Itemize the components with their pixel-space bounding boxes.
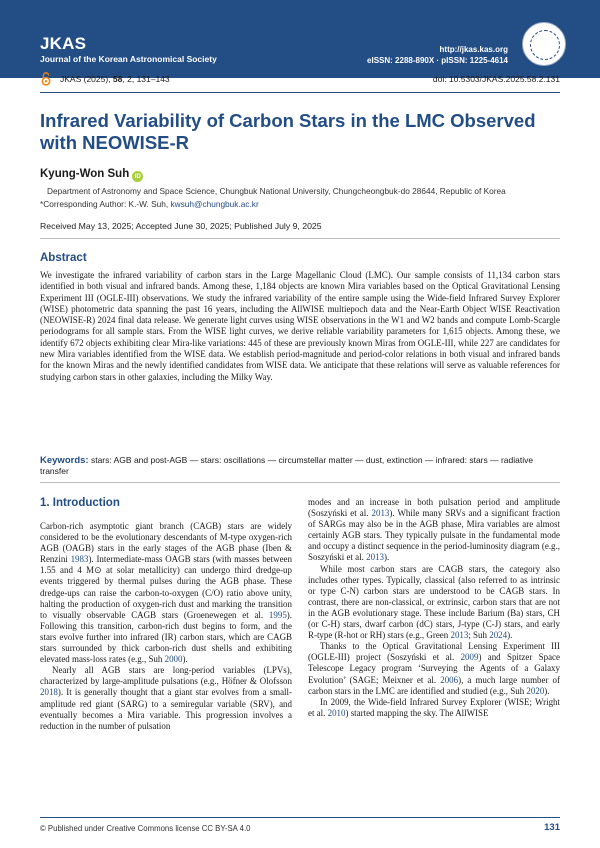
corresponding-author [40,199,259,209]
citation-link[interactable]: 2006 [440,674,459,685]
citation-prefix: JKAS (2025), [60,74,113,84]
divider [40,92,560,93]
keywords-text: stars: AGB and post-AGB — stars: oscillations — circumstellar matter — dust, extinction — infrared: stars — radiative transfer [40,455,534,476]
keywords [40,455,560,477]
citation-link[interactable]: 2000 [164,654,183,665]
column-left [40,521,292,732]
paper-title: Infrared Variability of Carbon Stars in the LMC Observed with NEOWISE-R [40,110,536,153]
page-number: 131 [544,822,560,833]
section-heading-introduction: 1. Introduction [40,497,120,509]
author-name: Kyung-Won Suh [40,168,130,180]
journal-issn: eISSN: 2288-890X · pISSN: 1225-4614 [367,56,508,65]
citation-link[interactable]: 2020 [526,685,545,696]
corresponding-email-link[interactable]: kwsuh@chungbuk.ac.kr [170,199,259,209]
paragraph: Thanks to the Optical Gravitational Lensing Experiment III (OGLE-III) project (Soszyński et al. 2009) and Spitzer Space Telescope Legacy program ‘Surveying the Agents of a Galaxy Evolution’ (SAGE; Meixner et al. 2006), a much large number of carbon stars in the LMC are identified and studied (e.g., Suh 2020). [308,641,561,696]
journal-full-name: Journal of the Korean Astronomical Society [40,54,217,64]
divider [40,817,560,818]
corresponding-label: *Corresponding Author: K.-W. Suh, [40,199,171,209]
society-seal-icon [522,22,566,66]
citation-link[interactable]: 2013 [450,630,469,641]
affiliation: Department of Astronomy and Space Science, Chungbuk National University, Chungcheongbuk-do 28644, Republic of Korea [47,186,506,196]
author [40,168,143,182]
abstract-heading: Abstract [40,252,87,264]
citation-link[interactable]: 2010 [327,707,346,718]
journal-header [0,0,600,78]
paragraph: modes and an increase in both pulsation period and amplitude (Soszyński et al. 2013). While many SRVs and a significant fraction of SARGs may also be in the AGB phase, Mira variables are almost certainly AGB stars. They typically pulsate in the fundamental mode and occupy a distinct sequence in the period-luminosity diagram (e.g., Soszyński et al. 2013). [308,497,560,563]
paragraph: In 2009, the Wide-field Infrared Survey Explorer (WISE; Wright et al. 2010) started mapping the sky. The AllWISE [308,696,560,718]
citation-link[interactable]: 2018 [40,687,58,698]
orcid-icon[interactable]: iD [132,171,143,182]
citation-link[interactable]: 2009 [460,652,479,663]
citation-text [60,74,170,84]
citation-link[interactable]: 2024 [489,630,508,641]
divider [40,482,560,483]
citation-link[interactable]: 1983 [70,554,89,565]
journal-url[interactable]: http://jkas.kas.org [439,45,508,54]
citation-link[interactable]: 2013 [371,508,390,519]
citation-issue-pages: , 2, 131–143 [122,74,170,84]
citation-volume: 58 [112,74,123,84]
citation-line [40,72,560,88]
license-notice: © Published under Creative Commons license CC BY-SA 4.0 [40,824,251,833]
open-access-icon [40,72,52,86]
paragraph: Nearly all AGB stars are long-period variables (LPVs), characterized by large-amplitude pulsations (e.g., Höfner & Olofsson 2018). It is generally thought that a giant star evolves from a small-amplitude red giant (SARG) to a semiregular variable (SRV), and eventually becomes a Mira variable. This progression involves a reduction in the number of pulsation [40,665,292,731]
doi[interactable]: doi: 10.5303/JKAS.2025.58.2.131 [432,74,560,84]
journal-abbreviation: JKAS [40,34,87,53]
publication-dates: Received May 13, 2025; Accepted June 30, 2025; Published July 9, 2025 [40,221,322,231]
keywords-label: Keywords: [40,455,89,466]
column-right [308,497,560,719]
paragraph: While most carbon stars are CAGB stars, the category also includes other types. Typically, classical (also referred to as intrinsic or type C-N) carbon stars are understood to be CAGB stars. In contrast, there are non-classical, or extrinsic, carbon stars that are not in the AGB evolutionary stage. These include Barium (Ba) stars, CH (or C-H) stars, dwarf carbon (dC) stars, J-type (C-J) stars, and early R-type (R-hot or RH) stars (e.g., Green 2013; Suh 2024). [308,563,560,641]
abstract-text: We investigate the infrared variability of carbon stars in the Large Magellanic Cloud (LMC). Our sample consists of 11,134 carbon stars identified in both visual and infrared bands. Among these, 1,184 objects are known Mira variables based on the Optical Gravitational Lensing Experiment III (OGLE-III) observations. We study the infrared variability of the entire sample using the Wide-field Infrared Survey Explorer (WISE) photometric data spanning the past 16 years, including the AllWISE multiepoch data and the Near-Earth Object WISE Reactivation (NEOWISE-R) 2024 final data release. We generate light curves using WISE observations in the W1 and W2 bands and compute Lomb-Scargle periodograms for all sample stars. From the WISE light curves, we derive reliable variability parameters for 1,615 objects. Among these, we identify 672 objects exhibiting clear Mira-like variations: 445 of these are previously known Miras from OGLE-III, while 227 are candidates for new Mira variables identified from the WISE data. We establish period-magnitude and period-color relations in both visual and infrared bands for the known Miras and the newly identified candidates from WISE data. We anticipate that these relations will serve as valuable references for studying carbon stars in other galaxies, including the Milky Way. [40,270,560,382]
citation-link[interactable]: 1995 [268,609,287,620]
citation-link[interactable]: 2013 [366,552,384,563]
paragraph: Carbon-rich asymptotic giant branch (CAGB) stars are widely considered to be the evolutionary descendants of M-type oxygen-rich AGB (OAGB) stars in the early stages of the AGB phase (Iben & Renzini 1983). Intermediate-mass OAGB stars (with masses between 1.55 and 4 M⊙ at solar metallicity) can undergo third dredge-up events triggered by thermal pulses during the AGB phase. These dredge-ups can raise the carbon-to-oxygen (C/O) ratio above unity, halting the production of oxygen-rich dust and marking the transition to visually observable CAGB stars (Groenewegen et al. 1995). Following this transition, carbon-rich dust begins to form, and the stars evolve further into infrared (IR) carbon stars, which are CAGB stars surrounded by thick carbon-rich dust shells and exhibiting elevated mass-loss rates (e.g., Suh 2000). [40,521,292,665]
divider [40,238,560,239]
